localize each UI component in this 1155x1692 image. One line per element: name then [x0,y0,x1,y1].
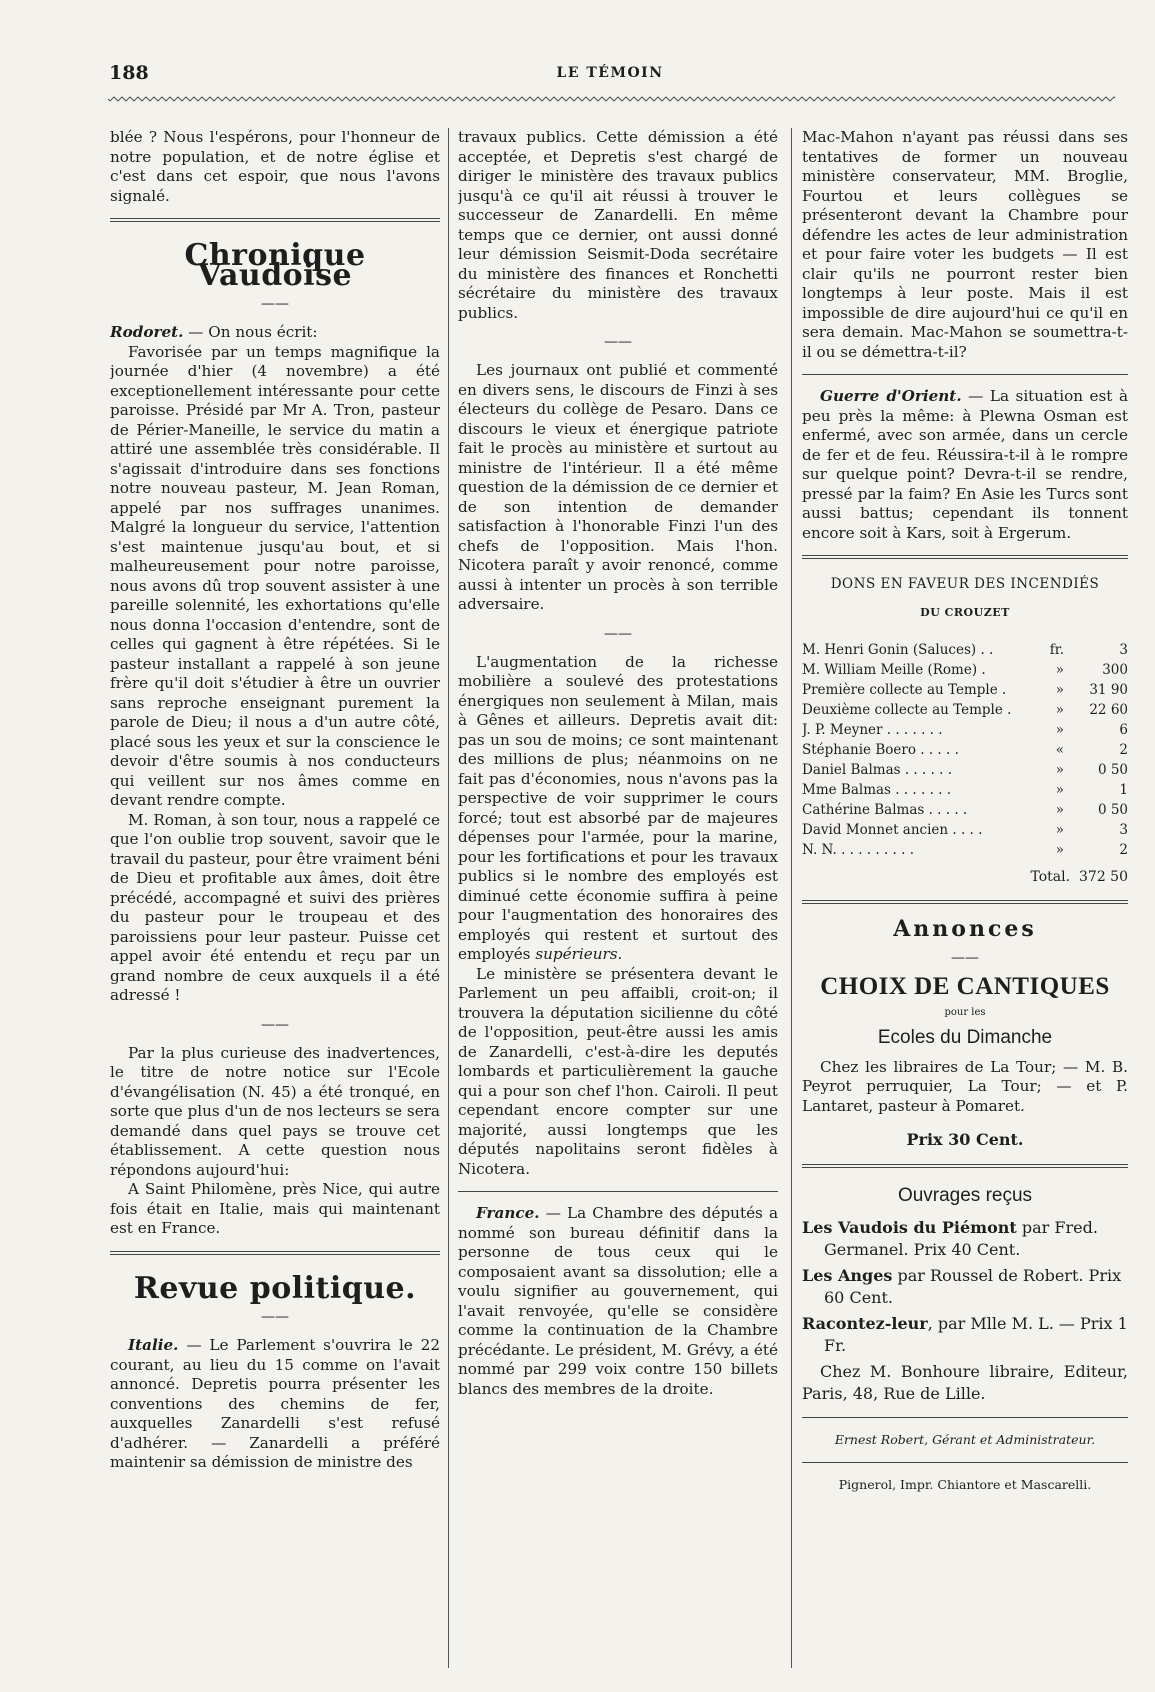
column-2 [458,128,778,1663]
dons-cur: » [1055,702,1064,718]
section-rule [802,1164,1128,1168]
publisher-address: Chez M. Bonhoure libraire, Editeur, Paris, 48, Rue de Lille. [802,1362,1128,1403]
paragraph: — La situation est à peu près la même: à Plewna Osman est enfermé, avec son armée, dans un cercle de fer et de feu. Réussira-t-il à le rompre sur quelque point? Devra-t-il se rendre, pressé par la faim? En Asie les Turcs sont aussi battus; cependant ils tonnent encore soit à Kars, soit à Ergerum. [802,387,1128,542]
section-title-revue: Revue politique. [133,1270,417,1306]
kicker-lead: — On nous écrit: [183,323,318,341]
column-divider-1 [448,128,449,1668]
dons-name: Deuxième collecte au Temple . [802,702,1012,718]
dons-table [802,640,1128,860]
section-rule [110,218,440,222]
section-rule [110,1251,440,1255]
dons-cur: » [1055,822,1064,838]
paragraph: A Saint Philomène, près Nice, qui autre fois était en Italie, mais qui maintenant est en France. [110,1180,440,1237]
dons-row [802,720,1128,740]
dons-cur: » [1055,782,1064,798]
section-rule [458,1191,778,1192]
column-3 [802,128,1128,1663]
dash-separator: —— [951,950,979,966]
dash-separator: —— [261,296,289,312]
dons-amt: 3 [1119,822,1128,838]
section-rule [802,1417,1128,1418]
total-value: 372 50 [1079,869,1128,885]
dons-row [802,660,1128,680]
dons-cur: » [1055,722,1064,738]
header-wavy-rule [108,96,1115,102]
dons-cur: » [1055,762,1064,778]
dons-name: M. Henri Gonin (Saluces) . . [802,642,994,658]
dons-name: Première collecte au Temple . [802,682,1007,698]
dons-cur: » [1055,802,1064,818]
paragraph: blée ? Nous l'espérons, pour l'honneur de notre population, et de notre église et c'est dans cet espoir, que nous l'avons signalé. [110,128,440,205]
ad-ecoles: Ecoles du Dimanche [877,1027,1053,1048]
ad-pour-les: pour les [944,1006,986,1018]
dons-row [802,740,1128,760]
section-rule [802,374,1128,375]
ad-title-cantiques: CHOIX DE CANTIQUES [820,973,1110,1000]
paragraph: Favorisée par un temps magnifique la journée d'hier (4 novembre) a été exceptionellement intéressante pour cette paroisse. Présidé par Mr A. Tron, pasteur de Périer-Maneille, le service du matin a attiré une assemblée très considérable. Il s'agissait d'introduire dans ses fonctions notre nouveau pasteur, M. Jean Roman, appelé par nos suffrages unanimes. Malgré la longueur du service, l'attention s'est maintenue jusqu'au bout, et si malheureusement pour notre paroisse, nous avons dû trop souvent assister à une pareille solennité, les exhortations qu'elle nous donna l'occasion d'entendre, sont de celles qui gagnent à être répétées. Si le pasteur installant a rappelé à son jeune frère qu'il doit s'étudier à être un ouvrier sans reproche enseignant purement la parole de Dieu; il nous a d'un autre côté, placé sous les yeux et sur la conscience le devoir d'être soumis à nos conducteurs qui veillent sur nos âmes comme en devant rendre compte. [110,342,440,809]
dons-row [802,820,1128,840]
dons-amt: 6 [1119,722,1128,738]
dash-separator: —— [261,1016,289,1033]
dons-row [802,680,1128,700]
dons-row [802,800,1128,820]
ad-prix: Prix 30 Cent. [906,1130,1024,1149]
book-entry [802,1265,1128,1309]
dons-row [802,640,1128,660]
paragraph: Les journaux ont publié et commenté en divers sens, le discours de Finzi à ses électeurs du collège de Pesaro. Dans ce discours le vieux et énergique patriote fait le procès au ministère et surtout au ministre de l'intérieur. Il a été même question de la démission de ce dernier et de son intention de demander satisfaction à l'honorable Finzi l'un des chefs de l'opposition. Mais l'hon. Nicotera paraît y avoir renoncé, comme aussi à intenter un procès à son terrible adversaire. [458,361,778,613]
dons-row [802,840,1128,860]
ouvrages-heading: Ouvrages reçus [897,1184,1033,1206]
gerant: Ernest Robert, Gérant et Administrateur. [834,1432,1096,1447]
book-details: par Roussel de Robert. Prix 60 Cent. [824,1266,1122,1307]
dons-amt: 22 60 [1089,702,1128,718]
section-rule [802,555,1128,559]
dons-cur: » [1055,842,1064,858]
paragraph: — Le Parlement s'ouvrira le 22 courant, au lieu du 15 comme on l'avait annoncé. Depretis pourra présenter les conventions des chemins de fer, auxquelles Zanardelli s'est refusé d'adhérer. — Zanardelli a préféré maintenir sa démission de ministre des [110,1336,440,1471]
ad-chez: Chez les libraires de La Tour; — M. B. Peyrot perruquier, La Tour; — et P. Lantaret, pasteur à Pomaret. [802,1057,1128,1115]
book-title: Les Anges [802,1266,893,1285]
section-title-chronique: Chronique Vaudoise [184,238,366,293]
dons-cur: » [1055,682,1064,698]
paragraph: — La Chambre des députés a nommé son bureau définitif dans la personne de tous ceux qui le composaient avant sa dissolution; elle a voulu signifier au gouvernement, qui l'avait renvoyée, qu'elle se considère comme la continuation de la Chambre précédante. Le président, M. Grévy, a été nommé par 299 voix contre 150 billets blancs des membres de la droite. [458,1204,778,1398]
book-entry [802,1217,1128,1261]
book-title: Racontez-leur [802,1314,928,1333]
paragraph: travaux publics. Cette démission a été acceptée, et Depretis s'est chargé de diriger le ministère des travaux publics jusqu'à ce qu'il ait réussi à trouver le successeur de Zanardelli. En même temps que ce dernier, ont aussi donné leur démission Seismit-Doda secrétaire du ministère des finances et Ronchetti sécrétaire du ministère des travaux publics. [458,128,778,322]
paragraph: L'augmentation de la richesse mobilière a soulevé des protestations énergiques non seulement à Milan, mais à Gênes et ailleurs. Depretis avait dit: pas un sou de moins; ce sont maintenant des millions de plus; néanmoins on ne fait pas d'économies, nous n'avons pas la perspective de voir supprimer le cours forcé; tout est absorbé par de majeures dépenses pour l'armée, pour la marine, pour les fortifications et pour les travaux publics si le nombre des employés est diminué cette économie suffira à peine pour l'augmentation des honoraires des employés qui restent et surtout des employés [458,652,778,963]
book-details: , par Mlle M. L. — Prix 1 Fr. [824,1314,1128,1355]
paragraph: Mac-Mahon n'ayant pas réussi dans ses tentatives de former un nouveau ministère conservateur, MM. Broglie, Fourtou et leurs collègues se présenteront devant la Chambre pour défendre les actes de leur administration et pour faire voter les budgets — Il est clair qu'ils ne pourront rester bien longtemps à leur poste. Mais il est impossible de dire aujourd'hui ce qu'il en sera demain. Mac-Mahon se soumettra-t-il ou se démettra-t-il? [802,128,1128,361]
section-rule [802,1462,1128,1463]
dons-row [802,760,1128,780]
page-header [95,62,1125,86]
dash-separator: —— [604,334,632,350]
emphasis: supérieurs. [535,945,623,963]
book-entry [802,1313,1128,1357]
kicker-italie: Italie. [128,1336,179,1354]
gerant-line [802,1430,1128,1450]
dons-name: M. William Meille (Rome) . [802,662,986,678]
dons-name: N. N. . . . . . . . . . [802,842,915,858]
dons-amt: 0 50 [1097,802,1128,818]
running-title: LE TÉMOIN [556,65,664,81]
dons-name: David Monnet ancien . . . . [802,822,983,838]
column-divider-2 [791,128,792,1668]
imprimeur-line: Pignerol, Impr. Chiantore et Mascarelli. [838,1476,1092,1492]
total-label: Total. [1030,869,1071,885]
kicker-rodoret: Rodoret. [110,323,184,341]
book-details: par Fred. Germanel. Prix 40 Cent. [824,1218,1098,1259]
dons-amt: 300 [1102,662,1128,678]
section-rule [802,900,1128,904]
book-title: Les Vaudois du Piémont [802,1218,1017,1237]
paragraph: Le ministère se présentera devant le Parlement un peu affaibli, croit-on; il trouvera la députation sicilienne du côté de l'opposition, peut-être aussi les amis de Zanardelli, c'est-à-dire les deputés lombards et particulièrement la gauche qui a pour son chef l'hon. Cairoli. Il peut cependant encore compter sur une majorité, aussi longtemps que les députés napolitains seront fidèles à Nicotera. [458,964,778,1178]
dons-amt: 31 90 [1089,682,1128,698]
paragraph: M. Roman, à son tour, nous a rappelé ce que l'on oublie trop souvent, savoir que le travail du pasteur, pour être vraiment béni de Dieu et profitable aux âmes, doit être précédé, accompagné et suivi des prières du pasteur pour le troupeau et des paroissiens pour leur pasteur. Puisse cet appel avoir été entendu et reçu par un grand nombre de ceux auxquels il a été adressé ! [110,810,440,1004]
dons-amt: 2 [1119,842,1128,858]
dons-amt: 0 50 [1097,762,1128,778]
dash-separator: —— [261,1309,289,1325]
dons-cur: » [1055,662,1064,678]
dash-separator: —— [604,625,632,642]
dons-cur: « [1055,742,1064,758]
column-1 [110,128,440,1663]
paragraph: Par la plus curieuse des inadvertences, le titre de notre notice sur l'Ecole d'évangélisation (N. 45) a été tronqué, en sorte que plus d'un de nos lecteurs se sera demandé dans quel pays se trouve cet établissement. A cette question nous répondons aujourd'hui: [110,1043,440,1179]
dons-amt: 1 [1119,782,1128,798]
dons-amt: 3 [1119,642,1128,658]
kicker-guerre: Guerre d'Orient. [820,387,962,405]
dons-amt: 2 [1119,742,1128,758]
annonces-heading: Annonces [893,915,1037,942]
dons-total [802,868,1128,888]
dons-name: Mme Balmas . . . . . . . [802,782,952,798]
dons-name: Daniel Balmas . . . . . . [802,762,953,778]
dons-name: Stéphanie Boero . . . . . [802,742,959,758]
dons-title: DONS EN FAVEUR DES INCENDIÉS [830,576,1100,592]
dons-name: J. P. Meyner . . . . . . . [802,722,943,738]
dons-name: Cathérine Balmas . . . . . [802,802,968,818]
page-number: 188 [109,62,149,84]
dons-cur: fr. [1049,642,1064,658]
kicker-france: France. [476,1204,540,1222]
dons-row [802,780,1128,800]
dons-subtitle: DU CROUZET [920,605,1010,619]
dons-row [802,700,1128,720]
